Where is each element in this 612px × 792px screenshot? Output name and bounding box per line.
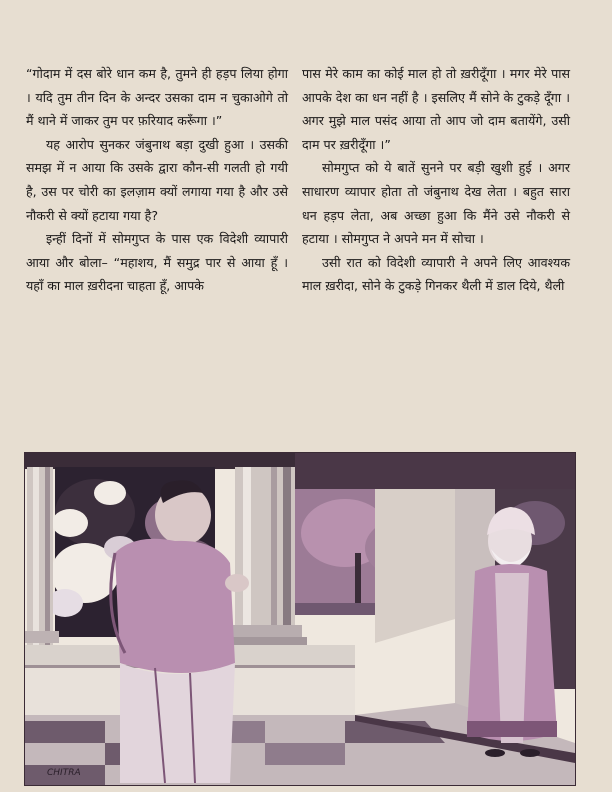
story-illustration xyxy=(24,452,576,786)
paragraph-foreign-merchant: इन्हीं दिनों में सोमगुप्त के पास एक विदेशी व्यापारी आया और बोला– “महाशय, मैं समुद्र पार से आया हूँ । यहाँ का माल ख़रीदना चाहता हूँ, आपके xyxy=(26,231,288,294)
paragraph-merchant-offer: पास मेरे काम का कोई माल हो तो ख़रीदूँगा । मगर मेरे पास आपके देश का धन नहीं है । इसलिए मैं सोने के टुकड़े दूँगा । अगर मुझे माल पसंद आया तो आप जो दाम बतायेंगे, उसी दाम पर ख़रीदूँगा ।” xyxy=(302,66,570,152)
paragraph-somagupta-thoughts: सोमगुप्त को ये बातें सुनने पर बड़ी खुशी हुई । अगर साधारण व्यापार होता तो जंबुनाथ देख लेता । बहुत सारा धन हड़प लेता, अब अच्छा हुआ कि मैंने उसे नौकरी से हटाया । सोमगुप्त ने अपने मन में सोचा । xyxy=(302,160,570,247)
right-text-column xyxy=(302,62,570,298)
artist-signature: CHITRA xyxy=(47,768,81,778)
paragraph-accusation: “गोदाम में दस बोरे धान कम है, तुमने ही हड़प लिया होगा । यदि तुम तीन दिन के अन्दर उसका दाम न चुकाओगे तो मैं थाने में जाकर तुम पर फ़रियाद करूँगा ।” xyxy=(26,66,288,129)
paragraph-night-purchase: उसी रात को विदेशी व्यापारी ने अपने लिए आवश्यक माल ख़रीदा, सोने के टुकड़े गिनकर थैली में डाल दिये, थैली xyxy=(302,254,570,294)
paragraph-jambunath-reaction: यह आरोप सुनकर जंबुनाथ बड़ा दुखी हुआ । उसकी समझ में न आया कि उसके द्वारा कौन-सी गलती हो गयी है, उस पर चोरी का इलज़ाम क्यों लगाया गया है और उसे नौकरी से क्यों हटाया गया है? xyxy=(26,136,288,223)
pillar-center xyxy=(223,467,307,647)
left-text-column xyxy=(26,62,288,298)
